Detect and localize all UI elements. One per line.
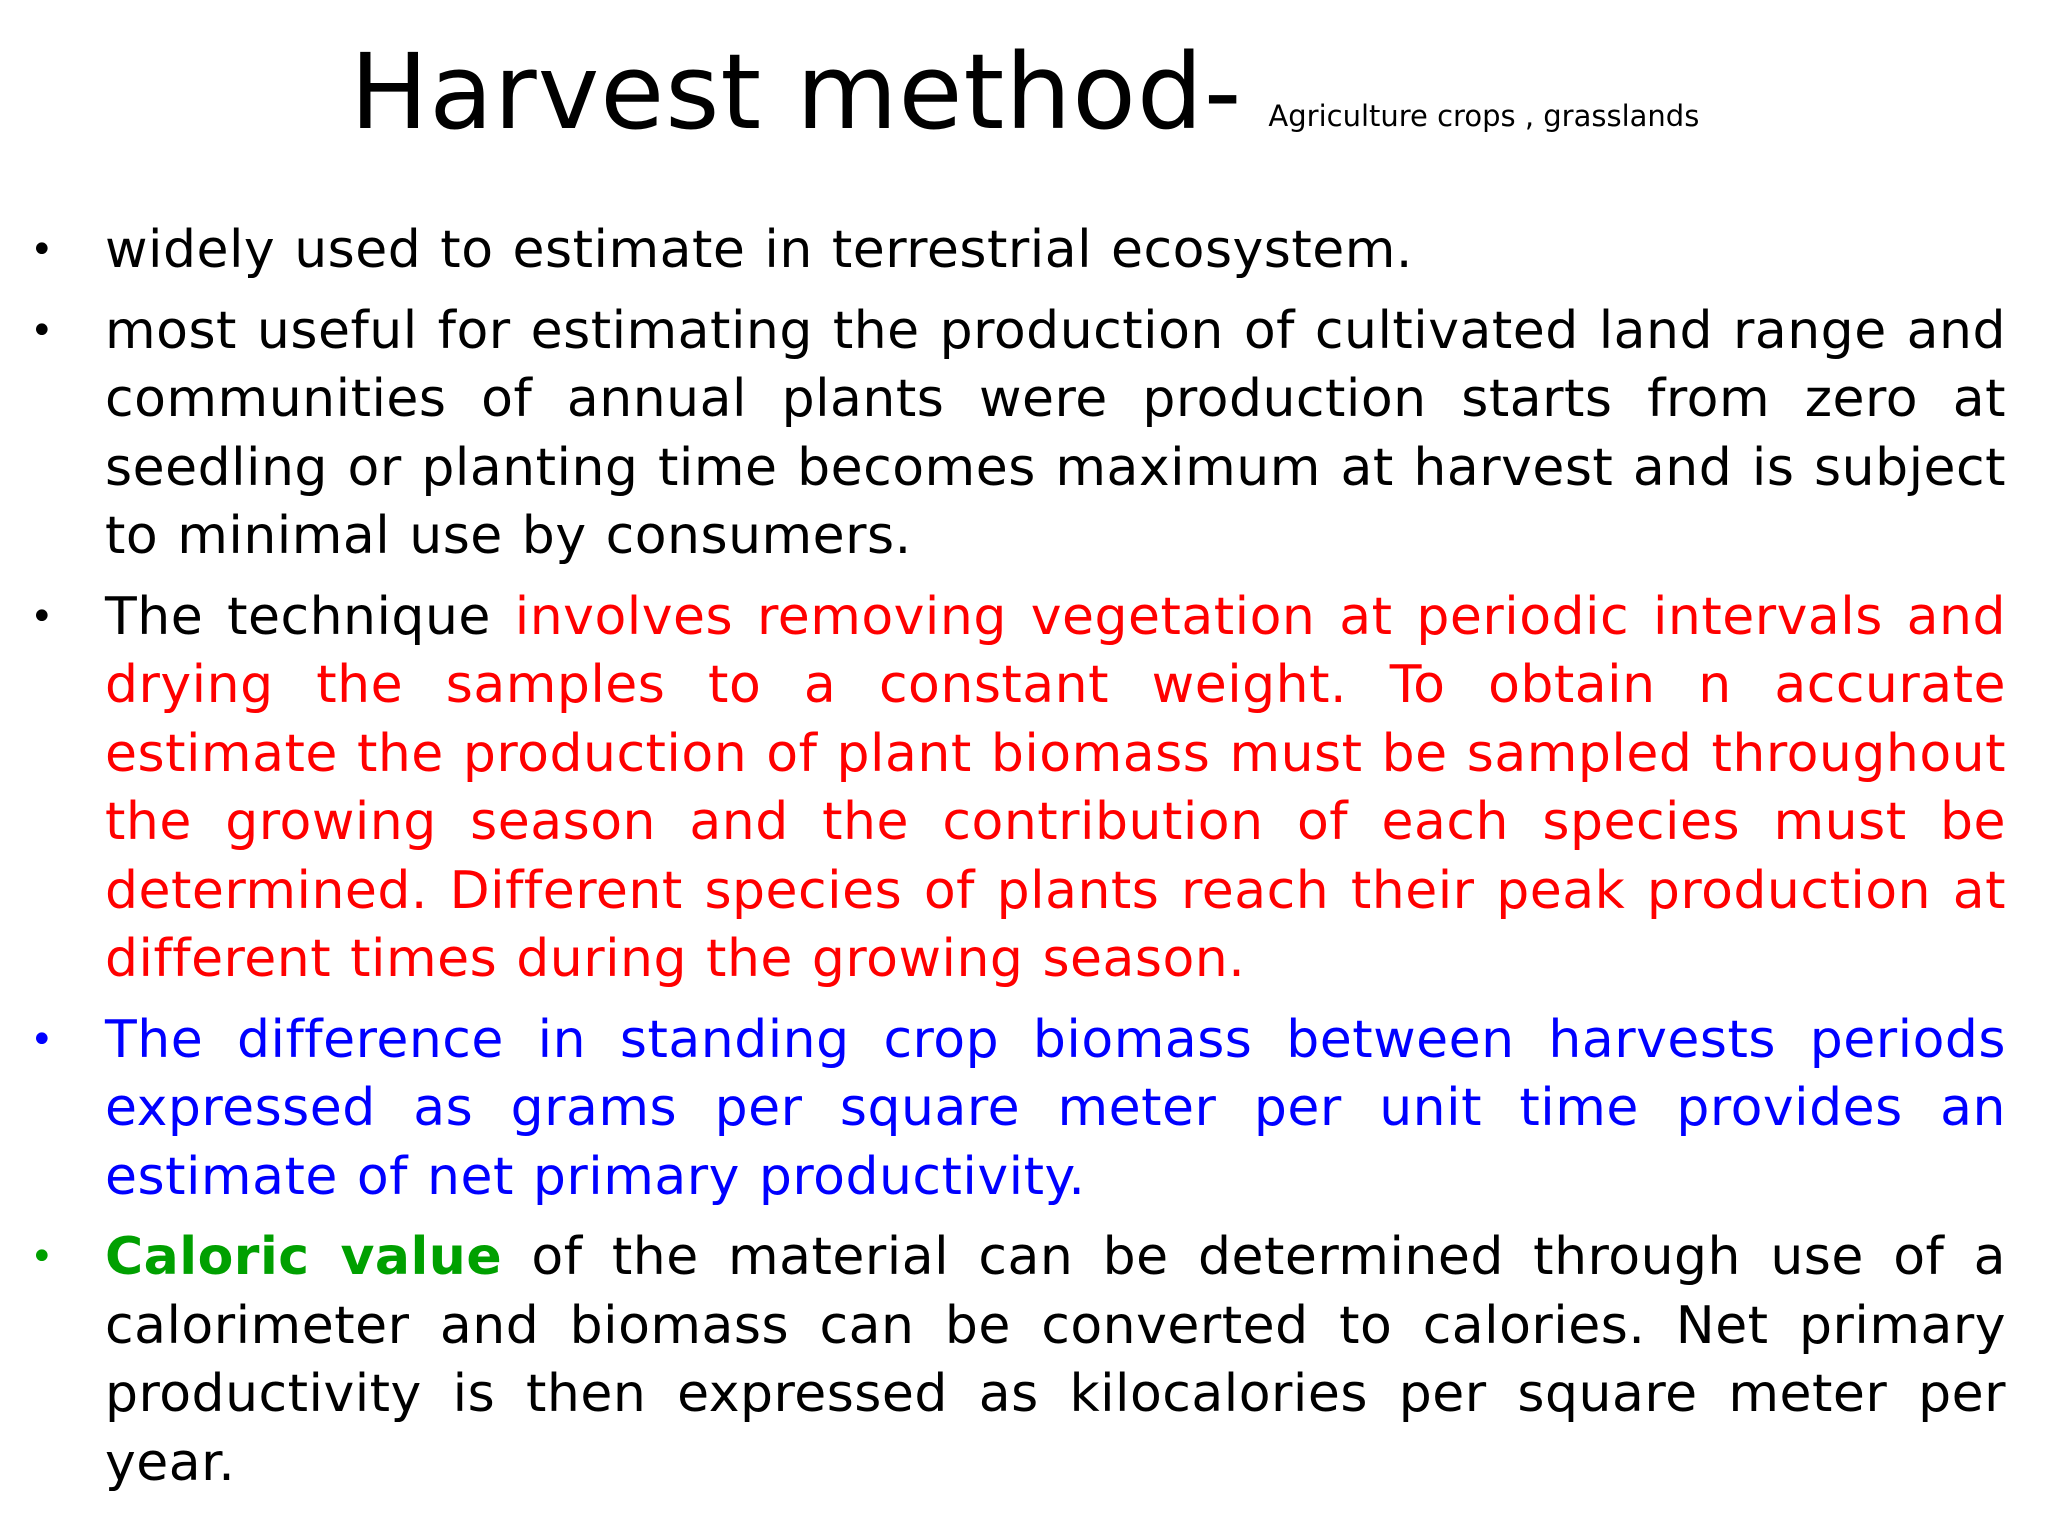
bullet-item-2 [0,297,2048,571]
bullet-text-rest: of the material can be determined through use of a calorimeter and biomass can be converted to calories. Net primary productivity is then expressed as kilocalories per square meter per year. [105,1227,2007,1493]
bullet-text: The difference in standing crop biomass between harvests periods expressed as grams per square meter per unit time provides an estimate of net primary productivity. [105,1009,2006,1207]
bullet-text: most useful for estimating the production of cultivated land range and communities of annual plants were production starts from zero at seedling or planting time becomes maximum at harvest and is subject to minimal use by consumers. [105,300,2006,566]
bullet-text-highlight-red: involves removing vegetation at periodic intervals and drying the samples to a constant weight. To obtain n accurate estimate the production of plant biomass must be sampled throughout the growing season and the contribution of each species must be determined. Different species of plants reach their peak production at different times during the growing season. [105,586,2007,989]
bullet-text-lead: The technique [105,586,515,647]
bullet-list [0,216,2048,1509]
bullet-item-3 [0,583,2048,994]
page-title: Harvest method- [350,31,1243,153]
page-subtitle: Agriculture crops , grasslands [1268,99,1700,133]
bullet-icon: • [30,593,55,640]
bullet-item-4 [0,1006,2048,1212]
bullet-item-1 [0,216,2048,285]
title-row [350,22,1699,162]
bullet-item-5 [0,1223,2048,1497]
bullet-text-highlight-green: Caloric value [105,1227,503,1287]
bullet-icon: • [30,227,55,273]
bullet-icon: • [30,307,55,354]
bullet-icon: • [30,1234,55,1280]
bullet-icon: • [30,1016,55,1063]
bullet-text: widely used to estimate in terrestrial ecosystem. [105,220,1413,280]
